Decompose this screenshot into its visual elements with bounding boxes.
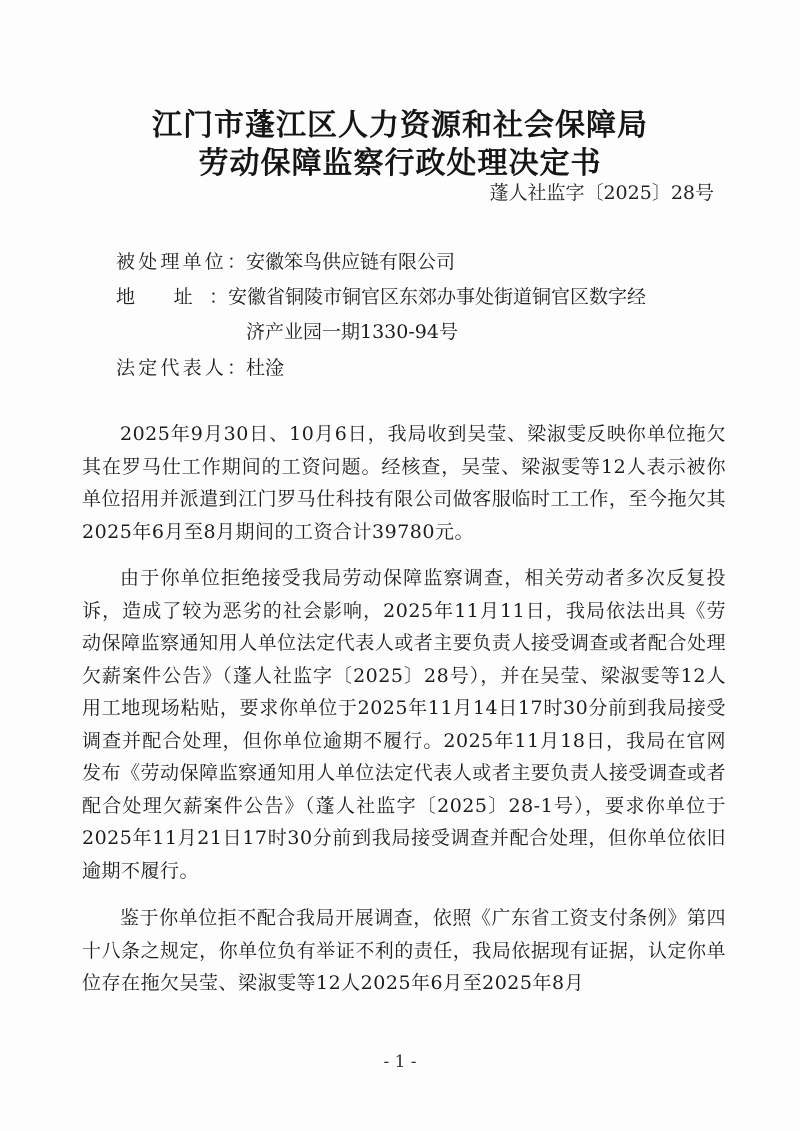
- address-row: [116, 277, 716, 317]
- legal-representative-label: 法定代表人：: [116, 357, 246, 379]
- document-title-type: 劳动保障监察行政处理决定书: [198, 146, 602, 181]
- processed-unit-label: 被处理单位：: [116, 251, 246, 273]
- document-title-agency: 江门市蓬江区人力资源和社会保障局: [152, 108, 648, 143]
- body-paragraph-3: 鉴于你单位拒不配合我局开展调查，依照《广东省工资支付条例》第四十八条之规定，你单位负有举证不利的责任，我局依据现有证据，认定你单位存在拖欠吴莹、梁淑雯等12人2025年6月至2025年8月: [82, 907, 726, 994]
- body-paragraph-2: 由于你单位拒绝接受我局劳动保障监察调查，相关劳动者多次反复投诉，造成了较为恶劣的社会影响，2025年11月11日，我局依法出具《劳动保障监察通知用人单位法定代表人或者主要负责人接受调查或者配合处理欠薪案件公告》（蓬人社监字〔2025〕28号），并在吴莹、梁淑雯等12人用工地现场粘贴，要求你单位于2025年11月14日17时30分前到我局接受调查并配合处理，但你单位逾期不履行。2025年11月18日，我局在官网发布《劳动保障监察通知用人单位法定代表人或者主要负责人接受调查或者配合处理欠薪案件公告》（蓬人社监字〔2025〕28-1号），要求你单位于2025年11月21日17时30分前到我局接受调查并配合处理，但你单位依旧逾期不履行。: [82, 567, 726, 882]
- document-number: 蓬人社监字〔2025〕28号: [489, 182, 714, 204]
- address-continuation-row: [246, 312, 800, 352]
- processed-unit-value: 安徽笨鸟供应链有限公司: [246, 251, 456, 273]
- body-paragraph-1: 2025年9月30日、10月6日，我局收到吴莹、梁淑雯反映你单位拖欠其在罗马仕工作期间的工资问题。经核查，吴莹、梁淑雯等12人表示被你单位招用并派遣到江门罗马仕科技有限公司做客服临时工工作，至今拖欠其2025年6月至8月期间的工资合计39780元。: [82, 423, 726, 543]
- processed-unit-row: [116, 242, 716, 282]
- address-value-line2: 济产业园一期1330-94号: [246, 321, 458, 343]
- address-label: 地 址：: [116, 286, 228, 308]
- address-value-line1: 安徽省铜陵市铜官区东郊办事处街道铜官区数字经: [228, 286, 647, 308]
- legal-representative-row: [116, 348, 716, 388]
- legal-representative-value: 杜淦: [246, 357, 285, 379]
- page-number: - 1 -: [383, 1052, 417, 1072]
